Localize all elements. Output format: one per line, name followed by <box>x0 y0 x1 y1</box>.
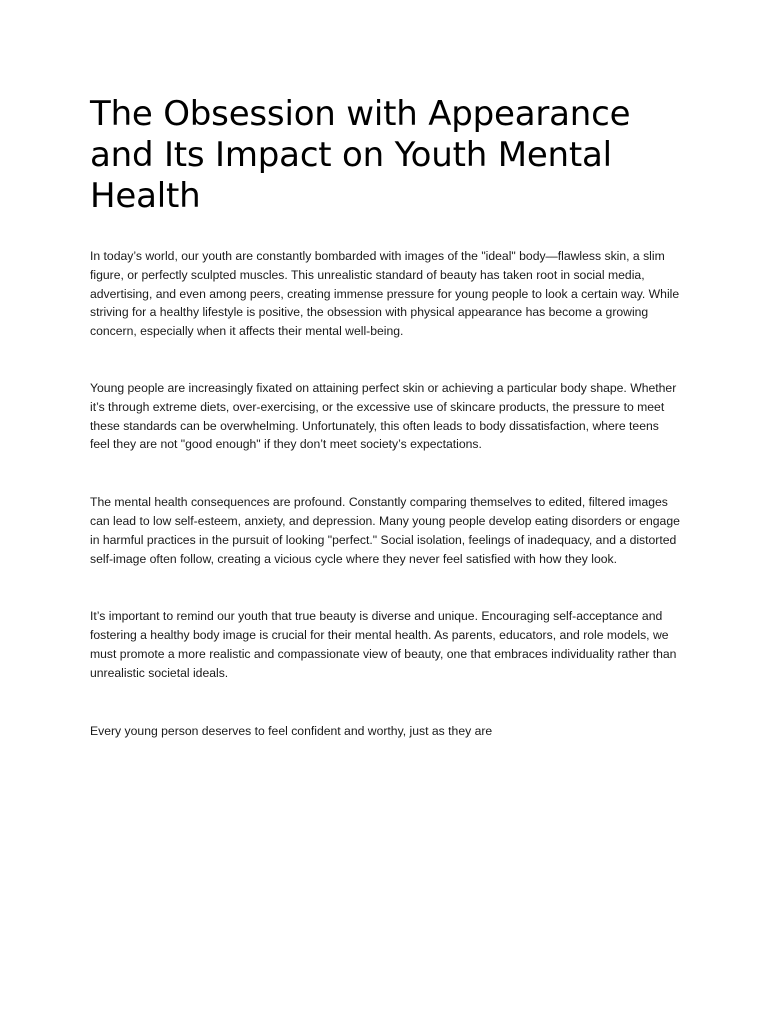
paragraph-remind-youth: It’s important to remind our youth that true beauty is diverse and unique. Encouraging self-acceptance and fostering a healthy body image is crucial for their mental health. As parents, educators, and role models, we must promote a more realistic and compassionate view of beauty, one that embraces individuality rather than unrealistic societal ideals. <box>90 609 677 680</box>
document-title: The Obsession with Appearance and Its Impact on Youth Mental Health <box>90 94 631 216</box>
paragraph-intro: In today’s world, our youth are constantly bombarded with images of the "ideal" body—flawless skin, a slim figure, or perfectly sculpted muscles. This unrealistic standard of beauty has taken root in social media, advertising, and even among peers, creating immense pressure for young people to look a certain way. While striving for a healthy lifestyle is positive, the obsession with physical appearance has become a growing concern, especially when it affects their mental well-being. <box>90 249 680 339</box>
paragraph-closing: Every young person deserves to feel confident and worthy, just as they are <box>90 723 493 738</box>
document-body <box>90 94 680 740</box>
paragraph-fixation: Young people are increasingly fixated on attaining perfect skin or achieving a particular body shape. Whether it’s through extreme diets, over-exercising, or the excessive use of skincare products, the pressure to meet these standards can be overwhelming. Unfortunately, this often leads to body dissatisfaction, where teens feel they are not "good enough" if they don’t meet society’s expectations. <box>90 380 677 452</box>
paragraph-consequences: The mental health consequences are profound. Constantly comparing themselves to edited, filtered images can lead to low self-esteem, anxiety, and depression. Many young people develop eating disorders or engage in harmful practices in the pursuit of looking "perfect." Social isolation, feelings of inadequacy, and a distorted self-image often follow, creating a vicious cycle where they never feel satisfied with how they look. <box>90 495 680 566</box>
